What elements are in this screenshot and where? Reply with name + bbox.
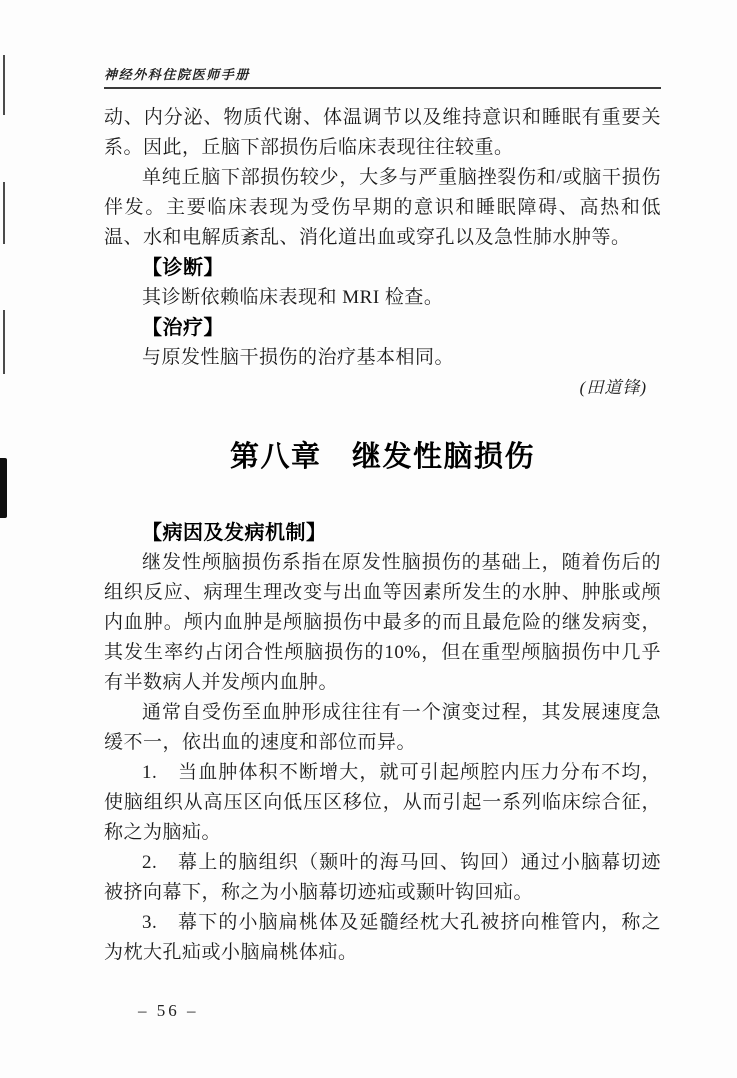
author-attribution: (田道锋) <box>579 378 647 397</box>
chapter-title: 第八章 继发性脑损伤 <box>229 441 535 473</box>
section-heading-etiology: 【病因及发病机制】 <box>142 522 327 544</box>
scan-artifact-line-2 <box>3 182 5 244</box>
paragraph-treatment: 与原发性脑干损伤的治疗基本相同。 <box>142 347 455 368</box>
paragraph-hypothalamus-intro: 动、内分泌、物质代谢、体温调节以及维持意识和睡眠有重要关系。因此，丘脑下部损伤后临床表现往往较重。 <box>104 107 661 158</box>
list-item-tentorial-herniation: 2. 幕上的脑组织（颞叶的海马回、钩回）通过小脑幕切迹被挤向幕下，称之为小脑幕切迹疝或颞叶钩回疝。 <box>104 852 661 903</box>
paragraph-diagnosis: 其诊断依赖临床表现和 MRI 检查。 <box>142 287 444 308</box>
running-header <box>104 64 661 89</box>
scan-artifact-line-3 <box>3 310 5 374</box>
paragraph-clinical-features: 单纯丘脑下部损伤较少，大多与严重脑挫裂伤和/或脑干损伤伴发。主要临床表现为受伤早期的意识和睡眠障碍、高热和低温、水和电解质紊乱、消化道出血或穿孔以及急性肺水肿等。 <box>104 167 661 248</box>
running-header-title: 神经外科住院医师手册 <box>104 67 251 82</box>
page-number: – 56 – <box>138 1001 199 1020</box>
list-item-brain-herniation: 1. 当血肿体积不断增大，就可引起颅腔内压力分布不均，使脑组织从高压区向低压区移位，从而引起一系列临床综合征，称之为脑疝。 <box>104 762 661 843</box>
scan-artifact-line-1 <box>3 55 5 115</box>
list-item-foramen-magnum-herniation: 3. 幕下的小脑扁桃体及延髓经枕大孔被挤向椎管内，称之为枕大孔疝或小脑扁桃体疝。 <box>104 912 661 963</box>
section-heading-diagnosis: 【诊断】 <box>142 257 224 279</box>
paragraph-hematoma-evolution: 通常自受伤至血肿形成往往有一个演变过程，其发展速度急缓不一，依出血的速度和部位而异。 <box>104 702 661 753</box>
page-body <box>104 103 661 968</box>
section-heading-treatment: 【治疗】 <box>142 317 224 339</box>
scan-artifact-blob <box>0 458 7 518</box>
paragraph-etiology: 继发性颅脑损伤系指在原发性脑损伤的基础上，随着伤后的组织反应、病理生理改变与出血等因素所发生的水肿、肿胀或颅内血肿。颅内血肿是颅脑损伤中最多的而且最危险的继发病变，其发生率约占闭合性颅脑损伤的10%，但在重型颅脑损伤中几乎有半数病人并发颅内血肿。 <box>104 552 661 693</box>
